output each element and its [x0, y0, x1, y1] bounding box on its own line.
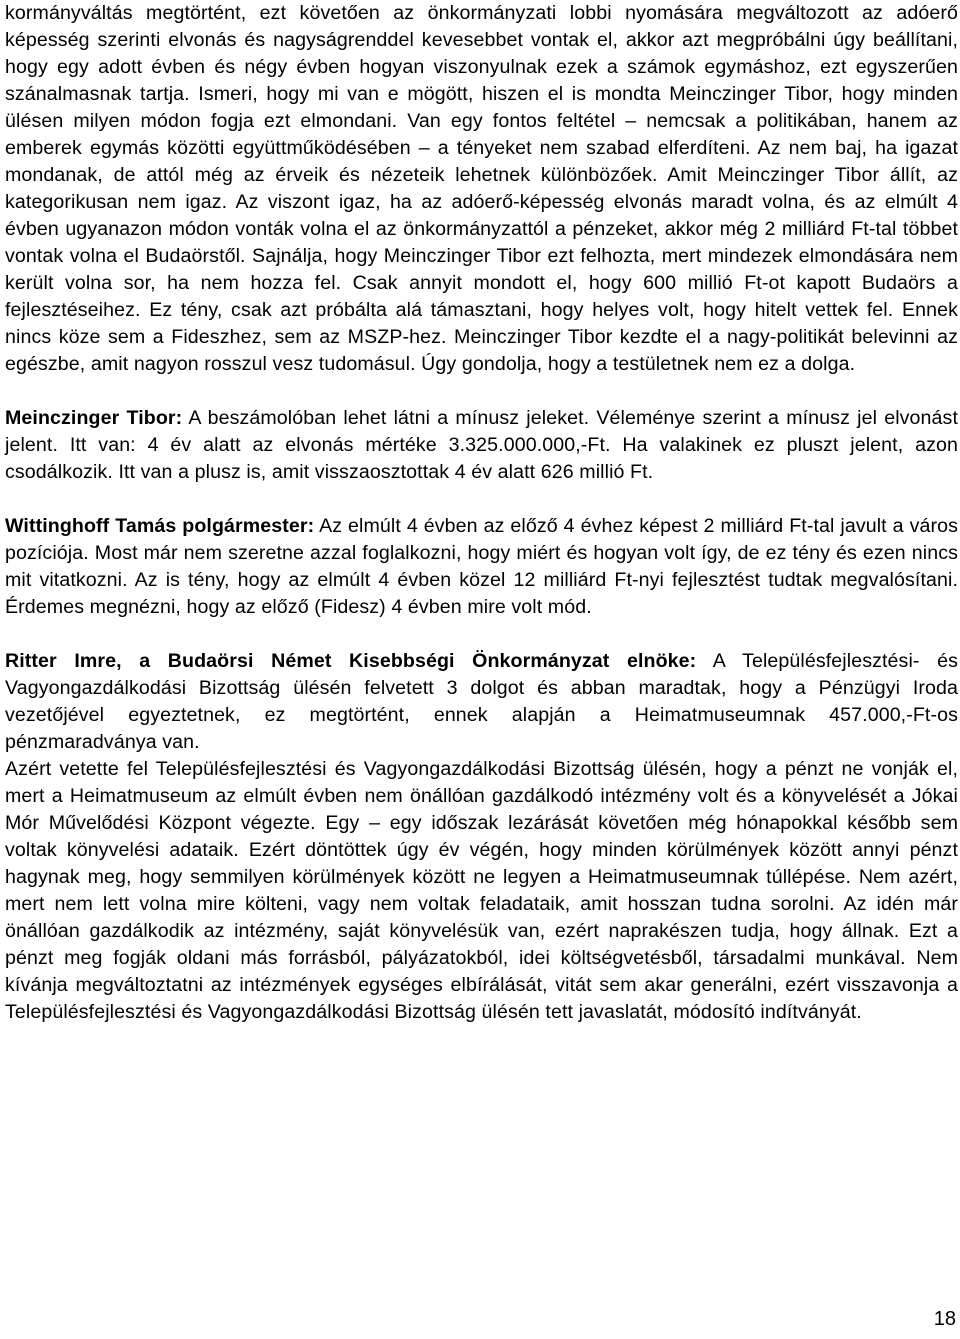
paragraph-ritter-continued [5, 756, 958, 1026]
speech-text: A beszámolóban lehet látni a mínusz jeleket. Véleménye szerint a mínusz jel elvonást jelent. Itt van: 4 év alatt az elvonás mértéke 3.325.000.000,-Ft. Ha valakinek ez pluszt jelent, azon csodálkozik. Itt van a plusz is, amit visszaosztottak 4 év alatt 626 millió Ft. [5, 407, 958, 483]
paragraph-gap [5, 621, 958, 648]
speaker-name: Wittinghoff Tamás polgármester: [5, 515, 315, 537]
speech-text: A Településfejlesztési- és Vagyongazdálkodási Bizottság ülésén felvetett 3 dolgot és abban maradtak, hogy a Pénzügyi Iroda vezetőjével egyeztetnek, ez megtörtént, ennek alapján a Heimatmuseumnak 457.000,-Ft-os pénzmaradványa van. [5, 650, 958, 753]
paragraph-intro-text: kormányváltás megtörtént, ezt követően az önkormányzati lobbi nyomására megváltozott az adóerő képesség szerinti elvonás és nagyságrenddel kevesebbet vontak el, akkor azt megpróbálni úgy beállítani, hogy egy adott évben és négy évben hogyan viszonyulnak ezek a számok egymáshoz, ezt egyszerűen szánalmasnak tartja. Ismeri, hogy mi van e mögött, hiszen el is mondta Meinczinger Tibor, hogy minden ülésen milyen módon fogja ezt elmondani. Van egy fontos feltétel – nemcsak a politikában, hanem az emberek egymás közötti együttműködésében – a tényeket nem szabad elferdíteni. Az nem baj, ha igazat mondanak, de attól még az érveik és nézeteik lehetnek különbözőek. Amit Meinczinger Tibor állít, az kategorikusan nem igaz. Az viszont igaz, ha az adóerő-képesség elvonás maradt volna, és az elmúlt 4 évben ugyanazon módon vonták volna el az önkormányzattól a pénzeket, akkor még 2 milliárd Ft-tal többet vontak volna el Budaörstől. Sajnálja, hogy Meinczinger Tibor ezt felhozta, mert mindezek elmondására nem került volna sor, ha nem hozza fel. Csak annyit mondott el, hogy 600 millió Ft-ot kapott Budaörs a fejlesztéseihez. Ez tény, csak azt próbálta alá támasztani, hogy helyes volt, hogy hitelt vettek fel. Ennek nincs köze sem a Fideszhez, sem az MSZP-hez. Meinczinger Tibor kezdte el a nagy-politikát belevinni az egészbe, amit nagyon rosszul vesz tudomásul. Úgy gondolja, hogy a testületnek nem ez a dolga. [5, 2, 958, 375]
paragraph-wittinghoff [5, 513, 958, 621]
paragraph-ritter [5, 648, 958, 756]
speech-text: Azért vetette fel Településfejlesztési és Vagyongazdálkodási Bizottság ülésén, hogy a pénzt ne vonják el, mert a Heimatmuseum az elmúlt évben nem önállóan gazdálkodó intézmény volt és a könyvelését a Jókai Mór Művelődési Központ végezte. Egy – egy időszak lezárását követően még hónapokkal később sem voltak könyvelési adataik. Ezért döntöttek úgy év végén, hogy minden körülmények között annyi pénzt hagynak meg, hogy semmilyen körülmények között ne legyen a Heimatmuseumnak túllépése. Nem azért, mert nem lett volna mire költeni, vagy nem voltak feladataik, amit hosszan tudna sorolni. Az idén már önállóan gazdálkodik az intézmény, saját könyvelésük van, ezért naprakészen tudja, hogy állnak. Ezt a pénzt meg fogják oldani más forrásból, pályázatokból, idei költségvetésből, társadalmi munkával. Nem kívánja megváltoztatni az intézmények egységes elbírálását, vitát sem akar generálni, ezért visszavonja a Településfejlesztési és Vagyongazdálkodási Bizottság ülésén tett javaslatát, módosító indítványát. [5, 758, 958, 1023]
paragraph-meinczinger [5, 405, 958, 486]
speaker-name: Meinczinger Tibor: [5, 407, 183, 429]
paragraph-gap [5, 378, 958, 405]
speech-text: Az elmúlt 4 évben az előző 4 évhez képest 2 milliárd Ft-tal javult a város pozíciója. Most már nem szeretne azzal foglalkozni, hogy miért és hogyan volt így, de ez tény és ezen nincs mit vitatkozni. Az is tény, hogy az elmúlt 4 évben közel 12 milliárd Ft-nyi fejlesztést tudtak megvalósítani. Érdemes megnézni, hogy az előző (Fidesz) 4 évben mire volt mód. [5, 515, 958, 618]
paragraph-gap [5, 486, 958, 513]
paragraph-intro [5, 0, 958, 378]
document-page [5, 0, 958, 1026]
speaker-name: Ritter Imre, a Budaörsi Német Kisebbségi Önkormányzat elnöke: [5, 650, 697, 672]
page-number: 18 [933, 1308, 956, 1330]
